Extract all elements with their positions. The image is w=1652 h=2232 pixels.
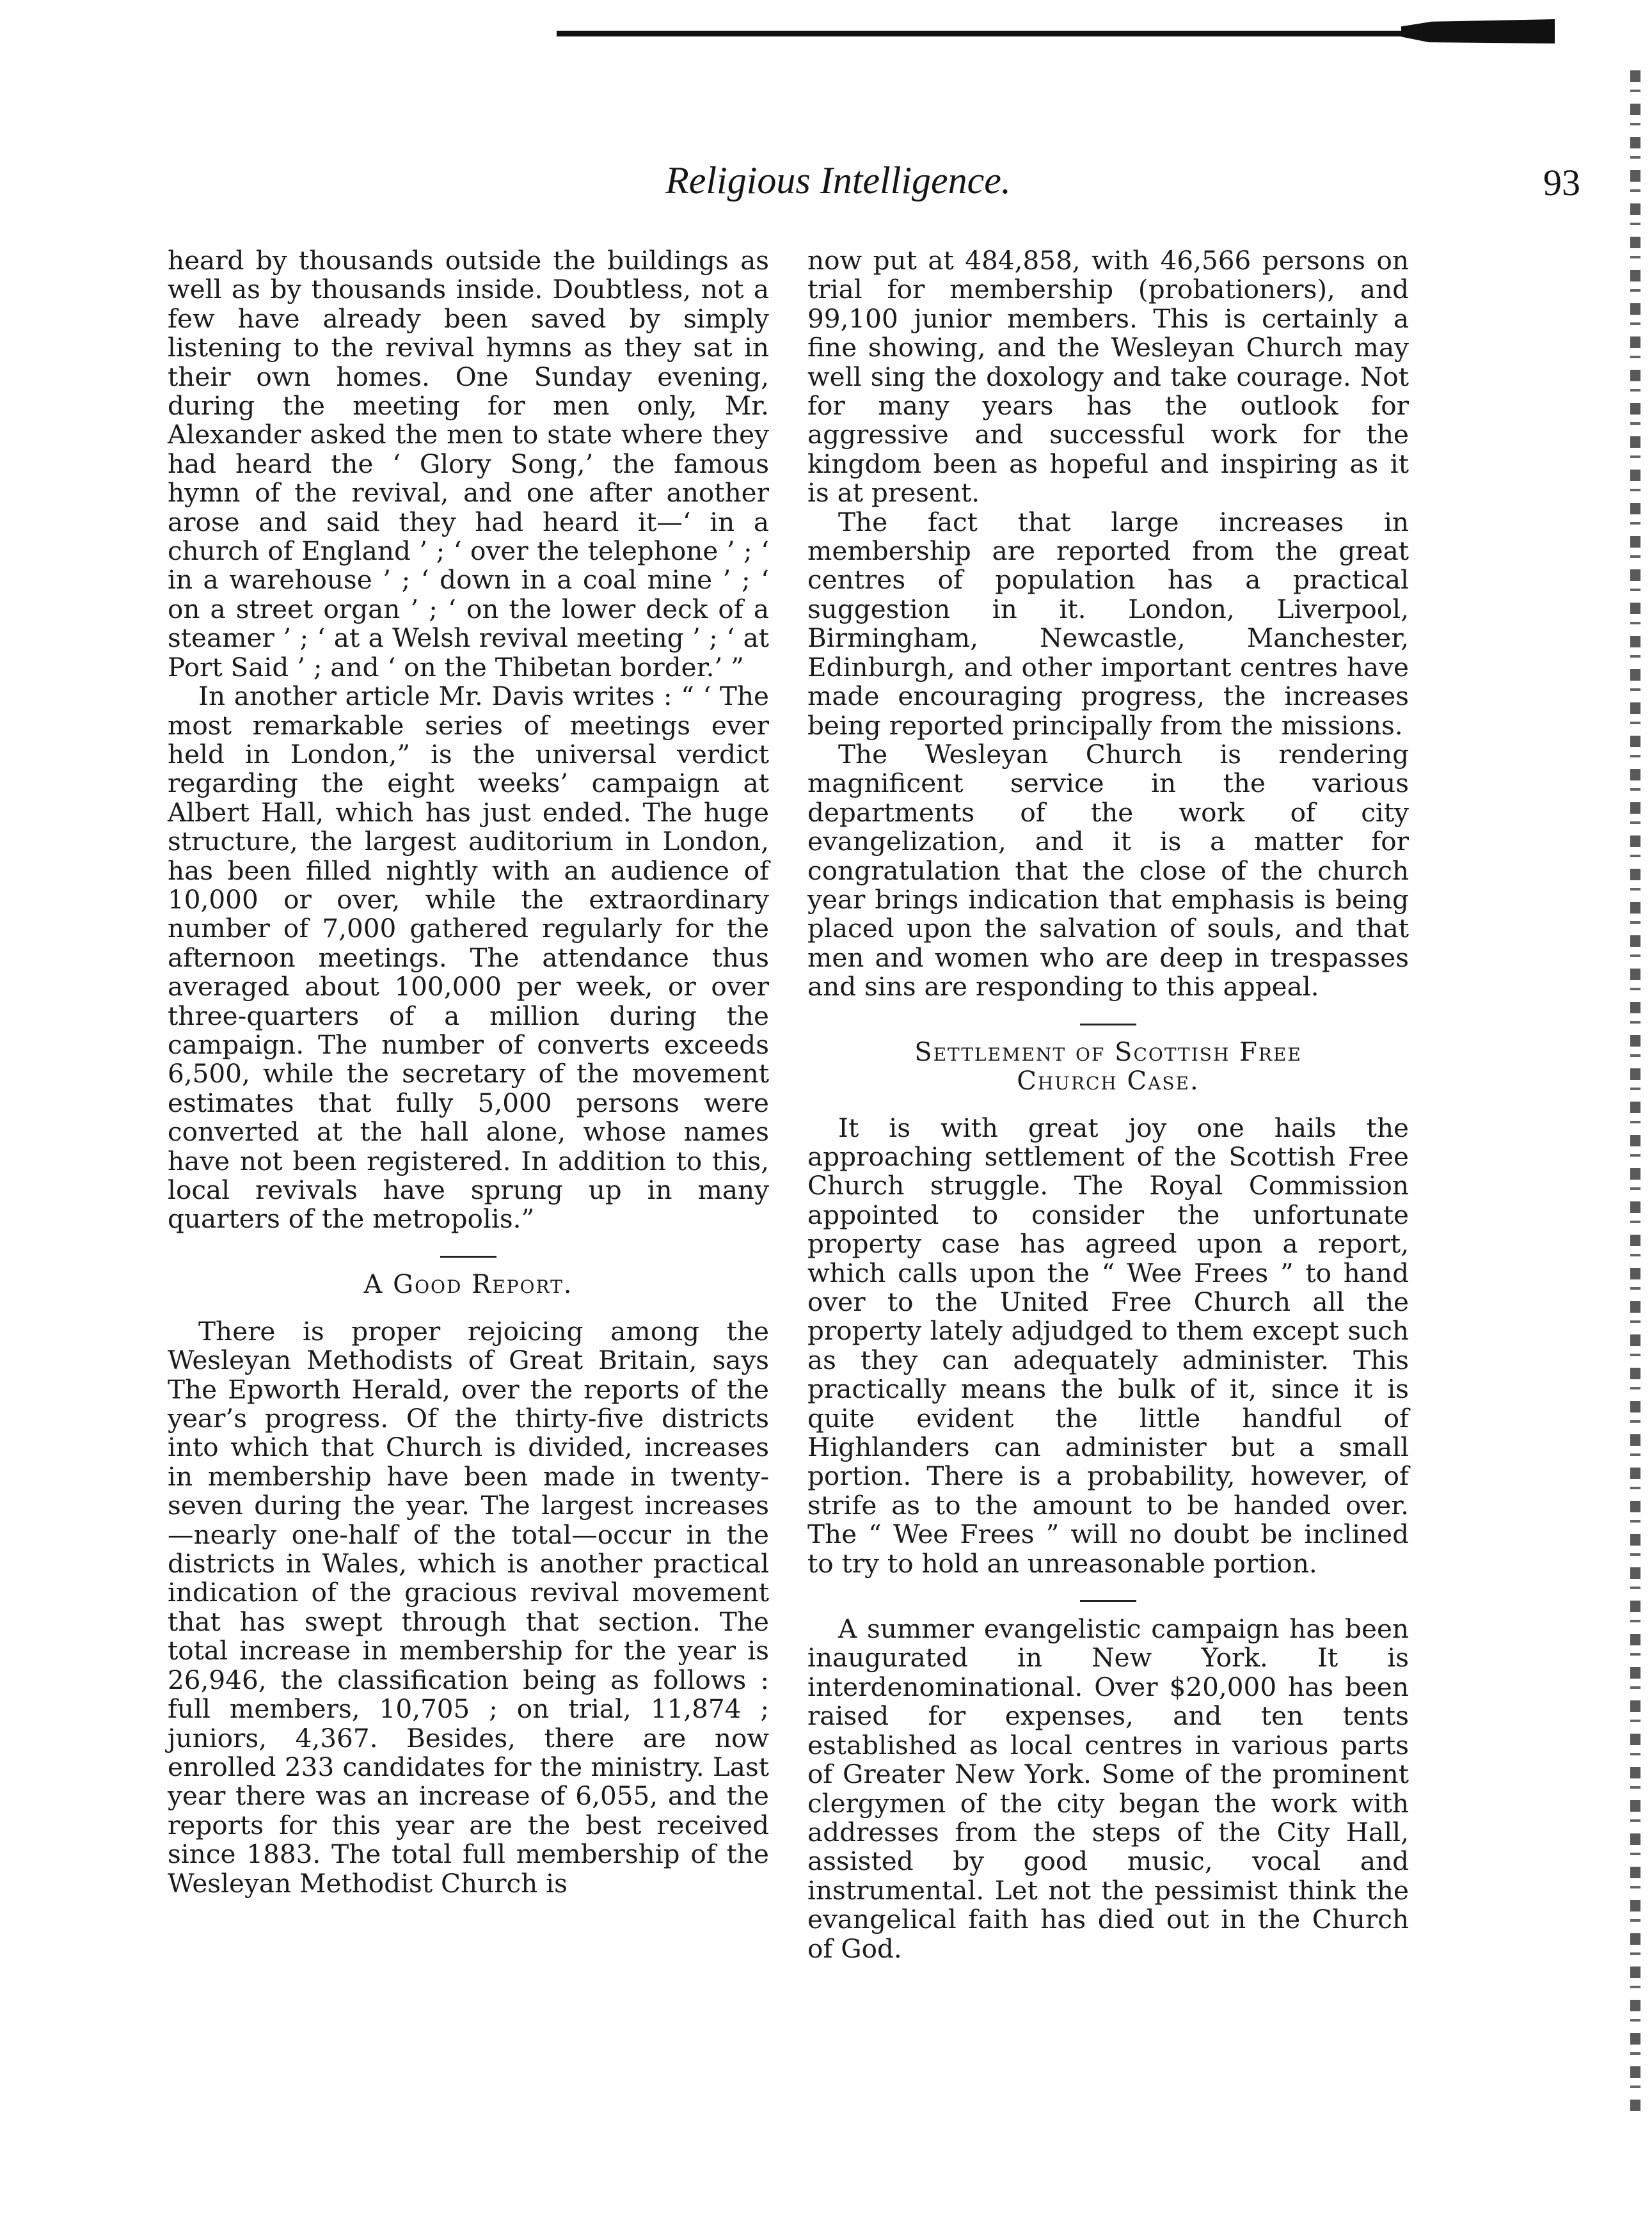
heading-line: Settlement of Scottish Free [914,1037,1302,1067]
running-header: Religious Intelligence. [665,159,1011,202]
right-column [807,246,1409,1963]
paragraph: heard by thousands outside the buildings as well as by thousands inside. Doubtless, not a few have already been saved by simply listening to the revival hymns as they sat in their own homes. One Sunday evening, during the meeting for men only, Mr. Alexander asked the men to state where they had heard the ‘ Glory Song,’ the famous hymn of the revival, and one after another arose and said they had heard it—‘ in a church of England ’ ; ‘ over the telephone ’ ; ‘ in a warehouse ’ ; ‘ down in a coal mine ’ ; ‘ on a street organ ’ ; ‘ on the lower deck of a steamer ’ ; ‘ at a Welsh revival meeting ’ ; ‘ at Port Said ’ ; and ‘ on the Thibetan border.’ ” [168,245,769,683]
paragraph: There is proper rejoicing among the Wesleyan Methodists of Great Britain, says The Epworth Herald, over the reports of the year’s progress. Of the thirty-five districts into which that Church is divided, increases in membership have been made in twenty-seven during the year. The largest increases —nearly one-half of the total—occur in the districts in Wales, which is another practical indication of the gracious revival movement that has swept through that section. The total increase in membership for the year is 26,946, the classification being as follows : full members, 10,705 ; on trial, 11,874 ; juniors, 4,367. Besides, there are now enrolled 233 candidates for the ministry. Last year there was an increase of 6,055, and the reports for this year are the best received since 1883. The total full membership of the Wesleyan Methodist Church is [168,1315,769,1899]
section-heading: A Good Report. [363,1269,573,1299]
heading-line: Church Case. [1017,1066,1200,1096]
left-column [168,246,769,1898]
section-divider [440,1256,496,1258]
page-edge-shadow [1630,70,1640,2117]
paragraph: A summer evangelistic campaign has been inaugurated in New York. It is interdenominational. Over $20,000 has been raised for expenses, and ten tents established as local centres in various parts of Greater New York. Some of the prominent clergymen of the city began the work with addresses from the steps of the City Hall, assisted by good music, vocal and instrumental. Let not the pessimist think the evangelical faith has died out in the Church of God. [807,1613,1409,1964]
ink-blot [1401,19,1555,44]
top-scan-rule [557,19,1555,45]
rule-line [557,31,1478,36]
paragraph: The Wesleyan Church is rendering magnificent service in the various departments of the work of city evangelization, and it is a matter for congratulation that the close of the church year brings indication that emphasis is being placed upon the salvation of souls, and that men and women who are deep in trespasses and sins are responding to this appeal. [807,738,1409,1002]
paragraph: It is with great joy one hails the approaching settlement of the Scottish Free Church struggle. The Royal Commission appointed to consider the unfortunate property case has agreed upon a report, which calls upon the “ Wee Frees ” to hand over to the United Free Church all the property lately adjudged to them except such as they can adequately administer. This practically means the bulk of it, since it is quite evident the little handful of Highlanders can administer but a small portion. There is a probability, however, of strife as to the amount to be handed over. The “ Wee Frees ” will no doubt be inclined to try to hold an unreasonable portion. [807,1112,1409,1579]
section-heading [807,1038,1409,1096]
paragraph: In another article Mr. Davis writes : “ ‘ The most remarkable series of meetings ever held in London,” is the universal verdict regarding the eight weeks’ campaign at Albert Hall, which has just ended. The huge structure, the largest auditorium in London, has been filled nightly with an audience of 10,000 or over, while the extraordinary number of 7,000 gathered regularly for the afternoon meetings. The attendance thus averaged about 100,000 per week, or over three-quarters of a million during the campaign. The number of converts exceeds 6,500, while the secretary of the movement estimates that fully 5,000 persons were converted at the hall alone, whose names have not been registered. In addition to this, local revivals have sprung up in many quarters of the metropolis.” [168,681,769,1235]
section-divider [1080,1024,1136,1025]
paragraph: The fact that large increases in membership are reported from the great centres of population has a practical suggestion in it. London, Liverpool, Birmingham, Newcastle, Manchester, Edinburgh, and other important centres have made encouraging progress, the increases being reported principally from the missions. [807,506,1409,741]
section-divider [1080,1600,1136,1602]
page-number: 93 [1543,162,1580,203]
paragraph: now put at 484,858, with 46,566 persons on trial for membership (probationers), and 99,100 junior members. This is certainly a fine showing, and the Wesleyan Church may well sing the doxology and take courage. Not for many years has the outlook for aggressive and successful work for the kingdom been as hopeful and inspiring as it is at present. [807,245,1409,509]
